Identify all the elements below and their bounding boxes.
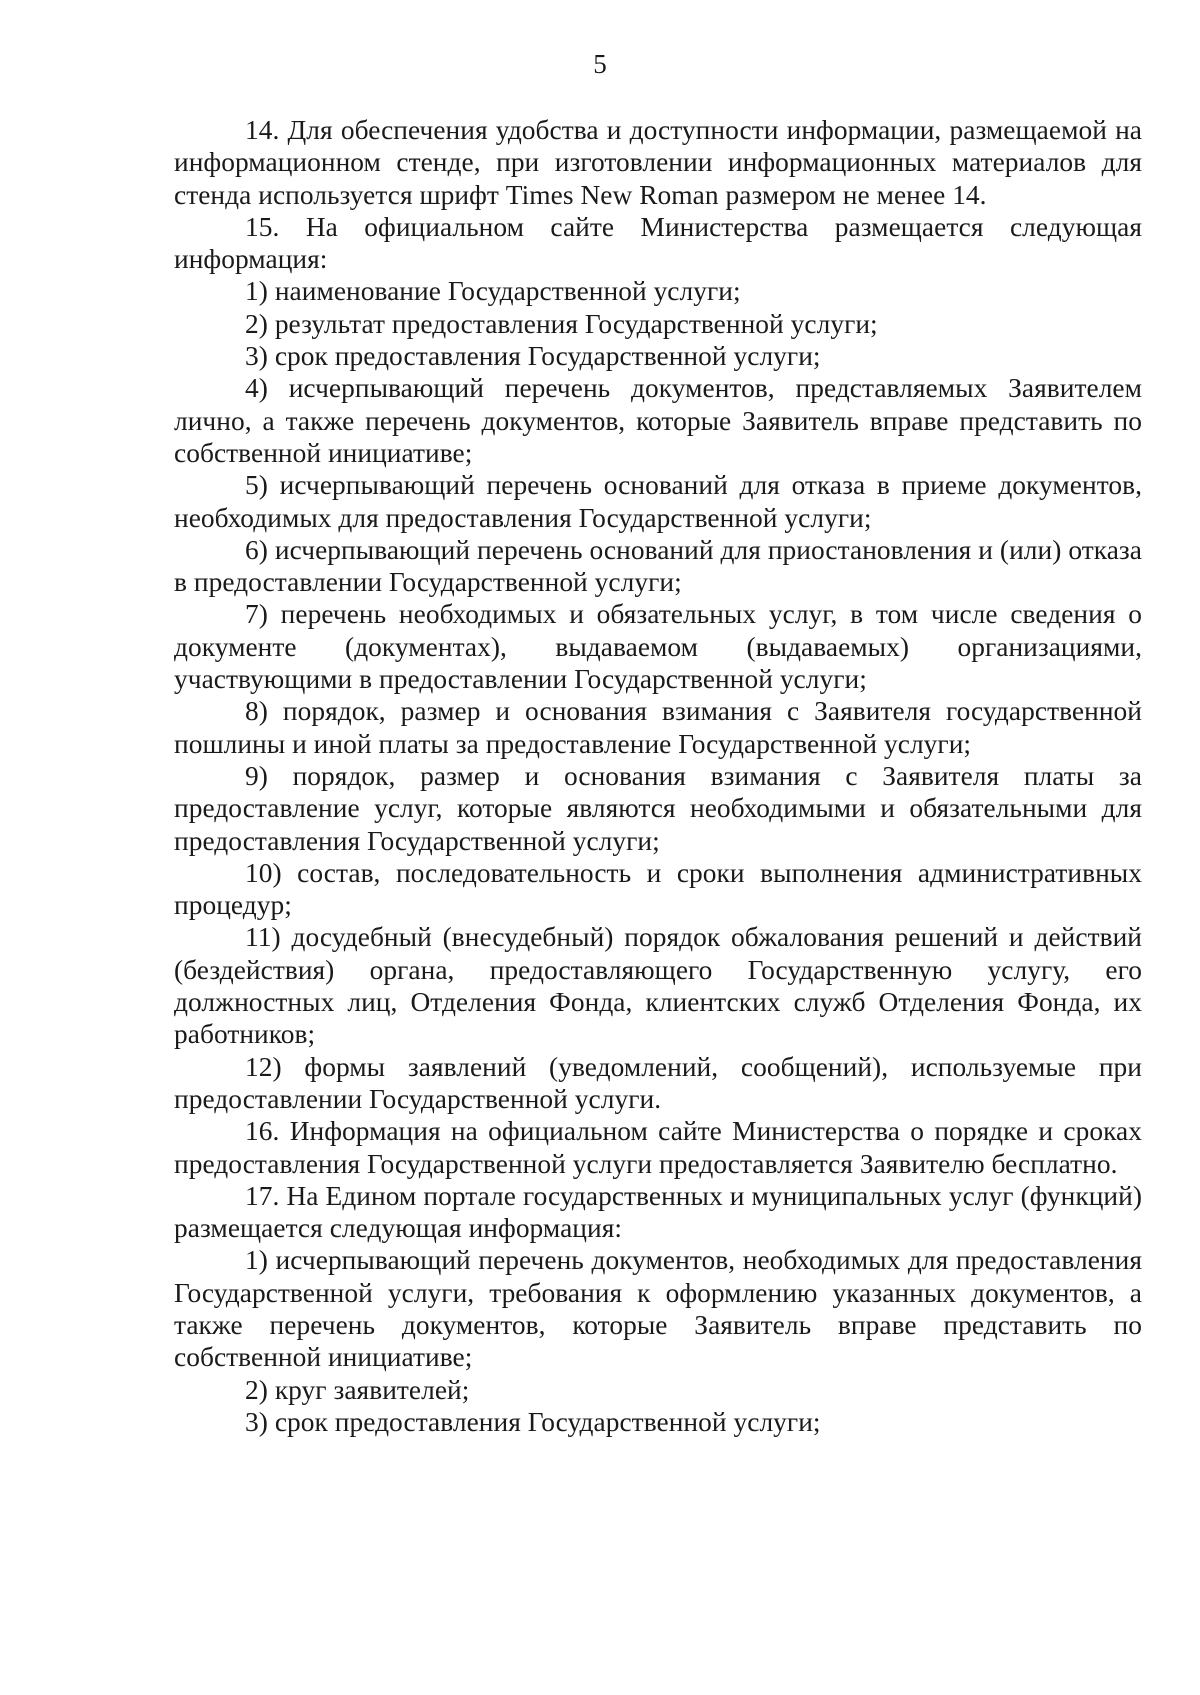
document-body [174,114,1142,1438]
list-item-15-10: 10) состав, последовательность и сроки выполнения административных процедур; [174,857,1142,921]
list-item-17-2: 2) круг заявителей; [245,1374,470,1405]
list-item-15-2: 2) результат предоставления Государственной услуги; [245,308,878,339]
list-item-15-9: 9) порядок, размер и основания взимания с Заявителя платы за предоставление услуг, которые являются необходимыми и обязательными для предоставления Государственной услуги; [174,760,1142,856]
list-item-15-4: 4) исчерпывающий перечень документов, представляемых Заявителем лично, а также перечень документов, которые Заявитель вправе представить по собственной инициативе; [174,373,1142,468]
list-item-17-3: 3) срок предоставления Государственной услуги; [245,1406,821,1437]
list-item-17-1: 1) исчерпывающий перечень документов, необходимых для предоставления Государственной услуги, требования к оформлению указанных документов, а также перечень документов, которые Заявитель вправе представить по собственной инициативе; [174,1245,1142,1373]
list-item-15-8: 8) порядок, размер и основания взимания с Заявителя государственной пошлины и иной платы за предоставление Государственной услуги; [174,696,1142,759]
paragraph-17: 17. На Едином портале государственных и муниципальных услуг (функций) размещается следующая информация: [174,1180,1142,1244]
paragraph-15: 15. На официальном сайте Министерства размещается следующая информация: [174,211,1142,275]
list-item-15-12: 12) формы заявлений (уведомлений, сообщений), используемые при предоставлении Государственной услуги. [174,1051,1142,1114]
list-item-15-7: 7) перечень необходимых и обязательных услуг, в том числе сведения о документе (документах), выдаваемом (выдаваемых) организациями, участвующими в предоставлении Государственной услуги; [174,599,1142,695]
list-item-15-11: 11) досудебный (внесудебный) порядок обжалования решений и действий (бездействия) органа, предоставляющего Государственную услугу, его должностных лиц, Отделения Фонда, клиентских служб Отделения Фонда, их работников; [174,922,1142,1050]
list-item-15-5: 5) исчерпывающий перечень оснований для отказа в приеме документов, необходимых для предоставления Государственной услуги; [174,470,1142,533]
paragraph-14: 14. Для обеспечения удобства и доступности информации, размещаемой на информационном стенде, при изготовлении информационных материалов для стенда используется шрифт Times New Roman размером не менее 14. [174,115,1142,210]
list-item-15-6: 6) исчерпывающий перечень оснований для приостановления и (или) отказа в предоставлении Государственной услуги; [174,534,1142,598]
page-number: 5 [593,49,607,79]
list-item-15-3: 3) срок предоставления Государственной услуги; [245,341,821,372]
list-item-15-1: 1) наименование Государственной услуги; [245,276,741,307]
paragraph-16: 16. Информация на официальном сайте Министерства о порядке и сроках предоставления Государственной услуги предоставляется Заявителю бесплатно. [174,1116,1142,1179]
